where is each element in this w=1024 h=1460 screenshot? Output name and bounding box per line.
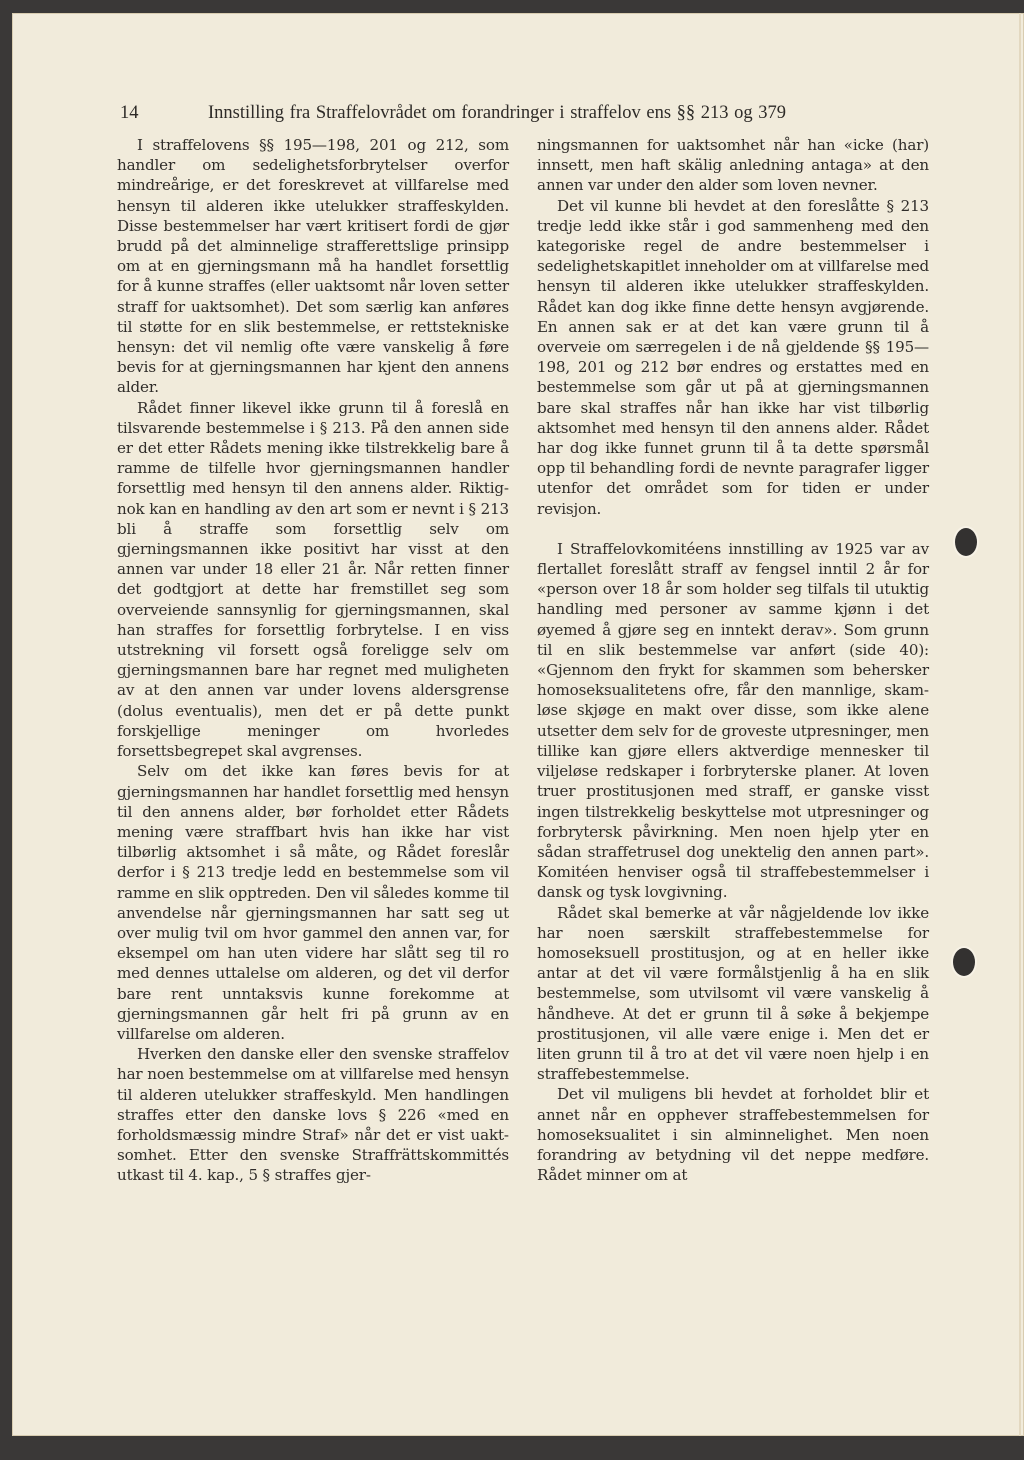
paragraph: I Straffelovkomitéens innstilling av 1925 var av flertallet foreslått straff av fengsel inntil 2 år for «person over 18 år som holder seg tilfals til utuktig handling med personer av samme kjønn i det øyemed å gjøre seg en inntekt derav». Som grunn til en slik bestemmelse var anført (side 40): «Gjennom den frykt for skammen som behersker homoseksualitetens ofre, får den mannlige, skamløse skjøge en makt over disse, som ikke alene utsetter dem selv for de groveste utpresninger, men tillike kan gjøre ellers aktverdige mennesker til viljeløse redskaper i forbryterske planer. At loven truer prostitusjonen med straff, er ganske visst ingen tilstrekkelig beskyttelse mot utpresninger og forbrytersk påvirkning. Men noen hjelp yter en sådan straffetrusel dog unektelig den annen part». Komitéen henviser også til straffebestemmelser i dansk og tysk lovgivning. bbox=[537, 539, 929, 902]
paragraph: Det vil muligens bli hevdet at forholdet blir et annet når en opphever straffebestemmelsen for homoseksualitet i sin alminnelighet. Men noen forandring av betydning vil det neppe medføre. Rådet minner om at bbox=[537, 1085, 929, 1185]
paragraph: Det vil kunne bli hevdet at den foreslåtte § 213 tredje ledd ikke står i god sammenheng med den kategoriske regel de andre bestemmelser i sedelighetskapitlet inneholder om at villfarelse med hensyn til alderen ikke utelukker straffeskylden. Rådet kan dog ikke finne dette hensyn avgjørende. En annen sak er at det kan være grunn til å overveie om særregelen i de nå gjeldende §§ 195—198, 201 og 212 bør endres og erstattes med en bestemmelse som går ut på at gjerningsmannen bare skal straffes når han ikke har vist tilbørlig aktsomhet med hensyn til den annens alder. Rådet har dog ikke funnet grunn til å ta dette spørsmål opp til behandling fordi de nevnte paragrafer ligger utenfor det området som for tiden er under revisjon. bbox=[537, 196, 929, 518]
paragraph: Selv om det ikke kan føres bevis for at gjerningsmannen har handlet forsettlig med hensyn til den annens alder, bør forholdet etter Rådets mening være straffbart hvis han ikke har vist tilbørlig aktsomhet i så måte, og Rådet foreslår derfor i § 213 tredje ledd en bestemmelse som vil ramme en slik opptreden. Den vil således komme til anvendelse når gjerningsmannen har satt seg ut over mulig tvil om hvor gammel den annen var, for eksempel om han uten videre har slått seg til ro med dennes uttalelse om alderen, og det vil derfor bare rent unntaksvis kunne forekomme at gjerningsmannen går helt fri på grunn av en villfarelse om alderen. bbox=[117, 762, 509, 1043]
paragraph: Rådet skal bemerke at vår någjeldende lov ikke har noen særskilt straffebestemmelse for homoseksuell prostitusjon, og at en heller ikke antar at det vil være formålstjenlig å ha en slik bestemmelse, som utvilsomt vil være vanskelig å håndheve. At det er grunn til å søke å bekjempe prostitusjonen, vil alle være enige i. Men det er liten grunn til å tro at det vil være noen hjelp i en straffebestemmelse. bbox=[537, 903, 929, 1084]
running-title: Innstilling fra Straffelovrådet om forandringer i straffelov ens §§ 213 og 379 bbox=[208, 103, 787, 123]
page-edge bbox=[1019, 13, 1021, 1436]
paragraph: Hverken den danske eller den svenske straffelov har noen bestemmelse om at villfarelse med hensyn til alderen utelukker straffeskyld. Men handlingen straffes etter den danske lovs § 226 «med en forholdsmæssig mindre Straf» når det er vist uaktsomhet. Etter den svenske Straffrättskommittés utkast til 4. kap., 5 § straffes gjer- bbox=[117, 1045, 509, 1185]
right-column bbox=[537, 135, 929, 1185]
page-number: 14 bbox=[120, 103, 139, 123]
paragraph: ningsmannen for uaktsomhet når han «icke (har) innsett, men haft skälig anledning antaga» at den annen var under den alder som loven nevner. bbox=[537, 136, 929, 195]
left-column bbox=[117, 135, 509, 1186]
punch-hole bbox=[953, 948, 975, 976]
punch-hole bbox=[955, 528, 977, 556]
paragraph: I straffelovens §§ 195—198, 201 og 212, som handler om sedelighetsforbrytelser overfor mindreårige, er det foreskrevet at villfarelse med hensyn til alderen ikke utelukker straffeskylden. Disse bestemmelser har vært kritisert fordi de gjør brudd på det alminnelige strafferettslige prinsipp om at en gjerningsmann må ha handlet forsettlig for å kunne straffes (eller uaktsomt når loven setter straff for uaktsomhet). Det som særlig kan anføres til støtte for en slik bestemmelse, er rettstekniske hensyn: det vil nemlig ofte være vanskelig å føre bevis for at gjerningsmannen har kjent den annens alder. bbox=[117, 136, 509, 397]
paragraph: Rådet finner likevel ikke grunn til å foreslå en tilsvarende bestemmelse i § 213. På den annen side er det etter Rådets mening ikke tilstrekkelig bare å ramme de tilfelle hvor gjerningsmannen handler forsettlig med hensyn til den annens alder. Riktignok kan en handling av den art som er nevnt i § 213 bli å straffe som forsettlig selv om gjerningsmannen ikke positivt har visst at den annen var under 18 eller 21 år. Når retten finner det godtgjort at dette har fremstillet seg som overveiende sannsynlig for gjerningsmannen, skal han straffes for forsettlig forbrytelse. I en viss utstrekning vil forsett også foreligge selv om gjerningsmannen bare har regnet med muligheten av at den annen var under lovens aldersgrense (dolus eventualis), men det er på dette punkt forskjellige meninger om hvorledes forsettsbegrepet skal avgrenses. bbox=[117, 398, 509, 761]
